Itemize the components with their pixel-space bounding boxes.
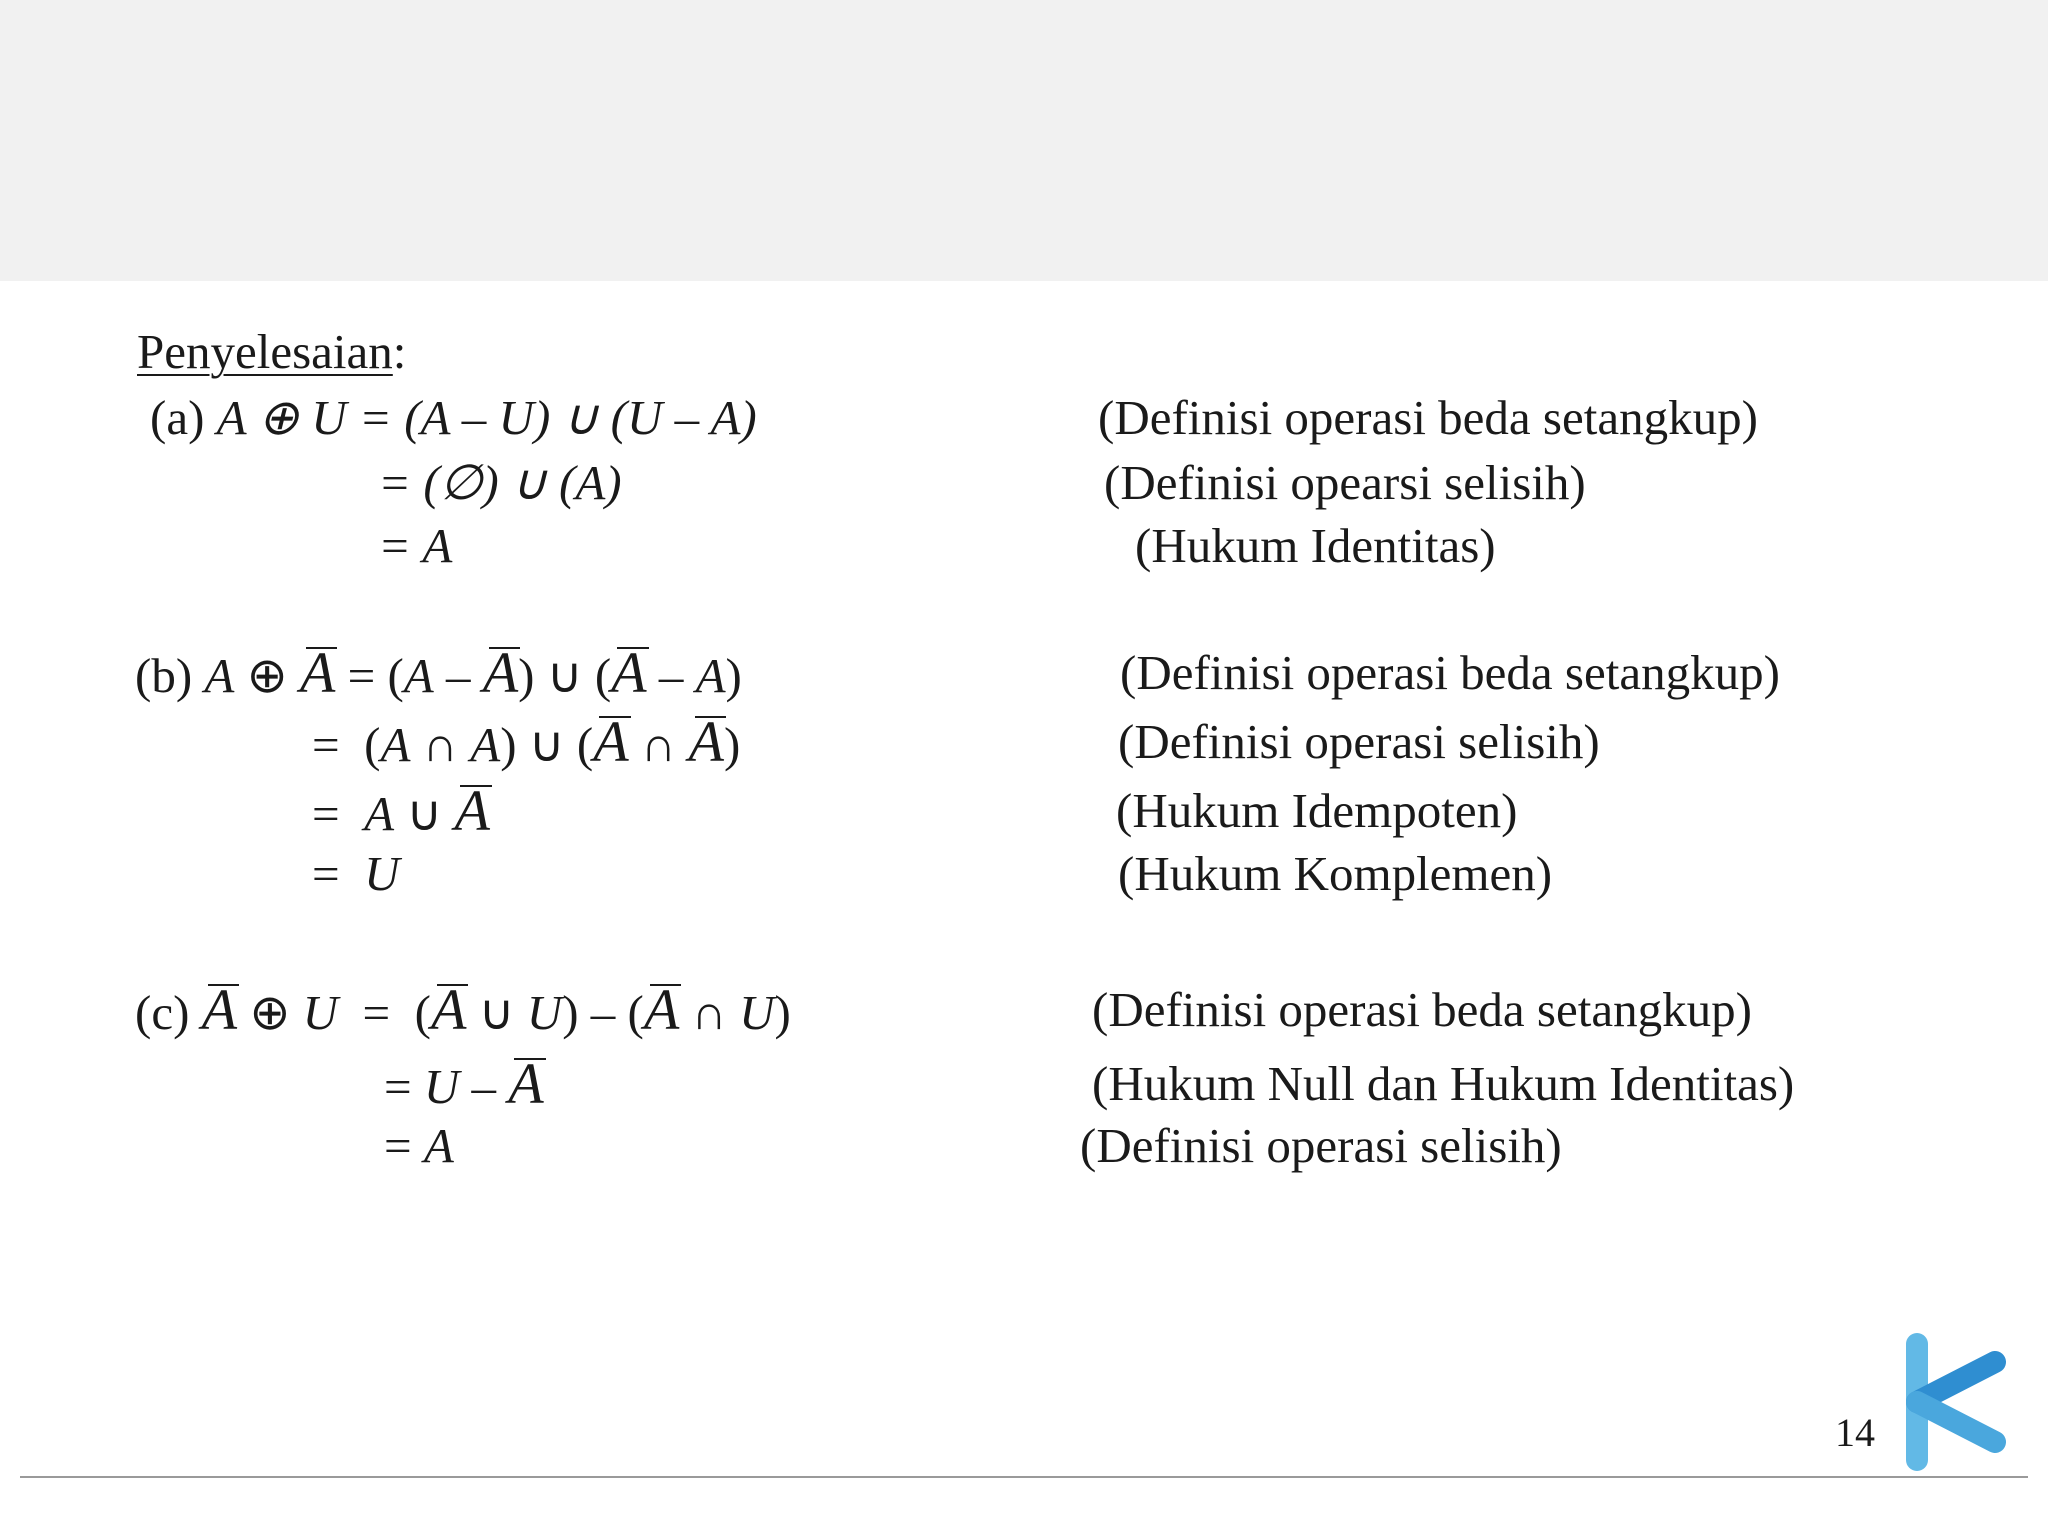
part-a-line-1: (a) A ⊕ U = (A – U) ∪ (U – A) <box>150 390 757 445</box>
part-c-line-3: = A <box>384 1118 454 1173</box>
part-a-reason-1: (Definisi operasi beda setangkup) <box>1098 390 1758 445</box>
logo-lower-arm <box>1917 1402 1995 1442</box>
part-a-expression-2: = (∅) ∪ (A) <box>378 455 622 510</box>
part-a-expression-1: A ⊕ U = (A – U) ∪ (U – A) <box>216 390 757 445</box>
part-c-line-2: = U – A <box>384 1051 544 1116</box>
part-b-reason-1: (Definisi operasi beda setangkup) <box>1120 645 1780 700</box>
solution-heading: Penyelesaian: <box>137 324 407 379</box>
header-band <box>0 0 2048 281</box>
logo-icon <box>1895 1332 2015 1472</box>
part-c-line-1: (c) A ⊕ U = (A ∪ U) – (A ∩ U) <box>135 977 791 1042</box>
part-c-reason-2: (Hukum Null dan Hukum Identitas) <box>1092 1056 1795 1111</box>
page-number: 14 <box>1835 1410 1875 1455</box>
part-a-reason-2: (Definisi opearsi selisih) <box>1104 455 1586 510</box>
part-b-reason-4: (Hukum Komplemen) <box>1118 846 1553 901</box>
part-b-line-2: = (A ∩ A) ∪ (A ∩ A) <box>312 709 741 774</box>
part-b-line-4: = U <box>312 846 400 901</box>
part-a-reason-3: (Hukum Identitas) <box>1135 518 1496 573</box>
part-c-reason-3: (Definisi operasi selisih) <box>1080 1118 1562 1173</box>
part-a-expression-3: = A <box>378 518 453 573</box>
part-c-reason-1: (Definisi operasi beda setangkup) <box>1092 982 1752 1037</box>
part-b-line-1: (b) A ⊕ A = (A – A) ∪ (A – A) <box>135 640 742 705</box>
part-b-reason-2: (Definisi operasi selisih) <box>1118 714 1600 769</box>
part-b-reason-3: (Hukum Idempoten) <box>1116 783 1518 838</box>
part-b-line-3: = A ∪ A <box>312 778 490 843</box>
footer-divider <box>20 1476 2028 1478</box>
